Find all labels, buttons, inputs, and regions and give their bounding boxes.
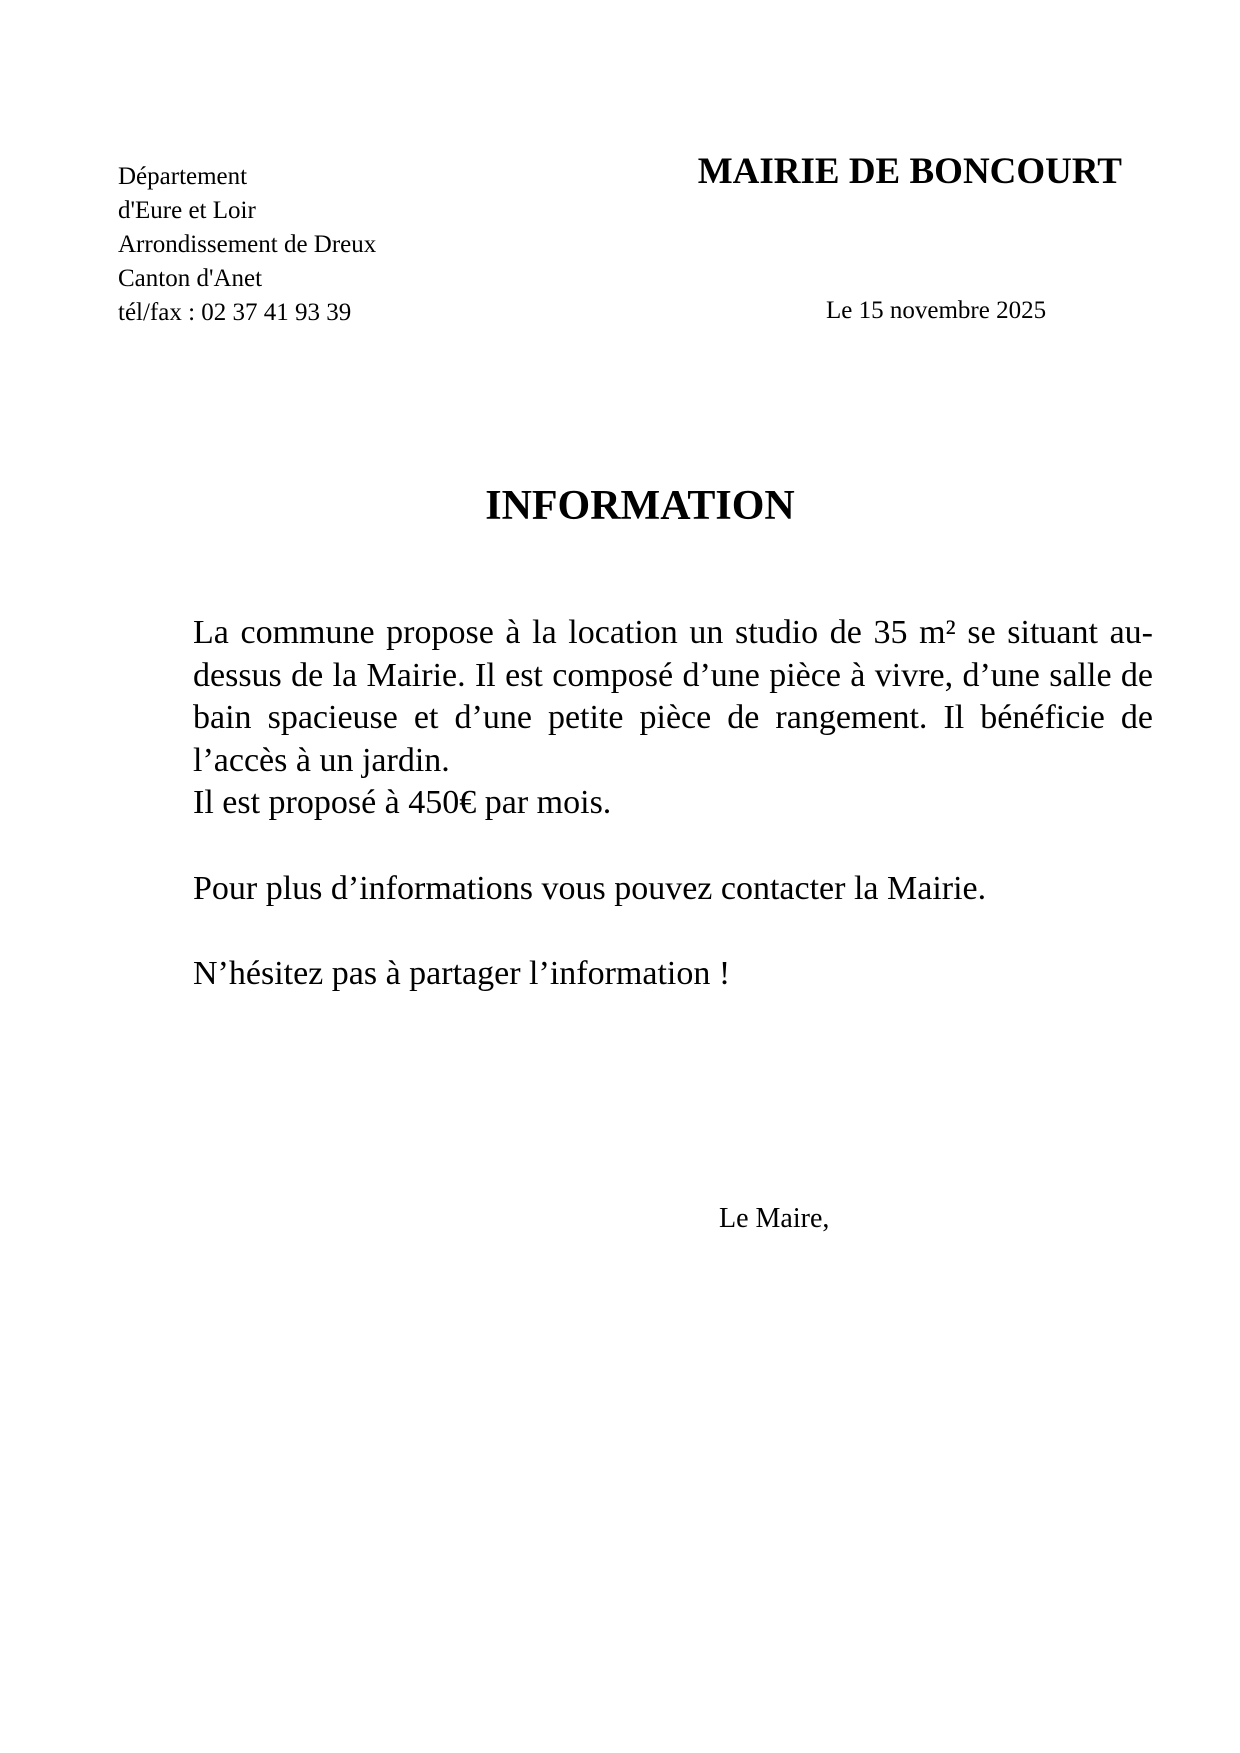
organization-title: MAIRIE DE BONCOURT (697, 151, 1122, 192)
sender-region: d'Eure et Loir (118, 197, 256, 224)
contact-line: Pour plus d’informations vous pouvez contacter la Mairie. (193, 869, 987, 907)
paragraph-spacer (193, 825, 1153, 868)
studio-description-paragraph: La commune propose à la location un studio de 35 m² se situant au-dessus de la Mairie. Il est composé d’une pièce à vivre, d’une salle de bain spacieuse et d’une petite pièce de rangement. Il bénéficie de l’accès à un jardin. (193, 614, 1153, 779)
sender-phone-fax: tél/fax : 02 37 41 93 39 (118, 299, 352, 326)
document-date: Le 15 novembre 2025 (826, 297, 1047, 324)
sender-canton: Canton d'Anet (118, 265, 263, 292)
share-line: N’hésitez pas à partager l’information ! (193, 955, 731, 992)
paragraph-spacer (193, 910, 1153, 953)
price-line: Il est proposé à 450€ par mois. (193, 784, 612, 821)
signature-line: Le Maire, (719, 1203, 830, 1234)
document-title: INFORMATION (485, 483, 795, 529)
sender-department: Département (118, 163, 248, 190)
document-body (193, 612, 1153, 996)
sender-arrondissement: Arrondissement de Dreux (118, 231, 377, 258)
sender-address-block (118, 160, 376, 330)
